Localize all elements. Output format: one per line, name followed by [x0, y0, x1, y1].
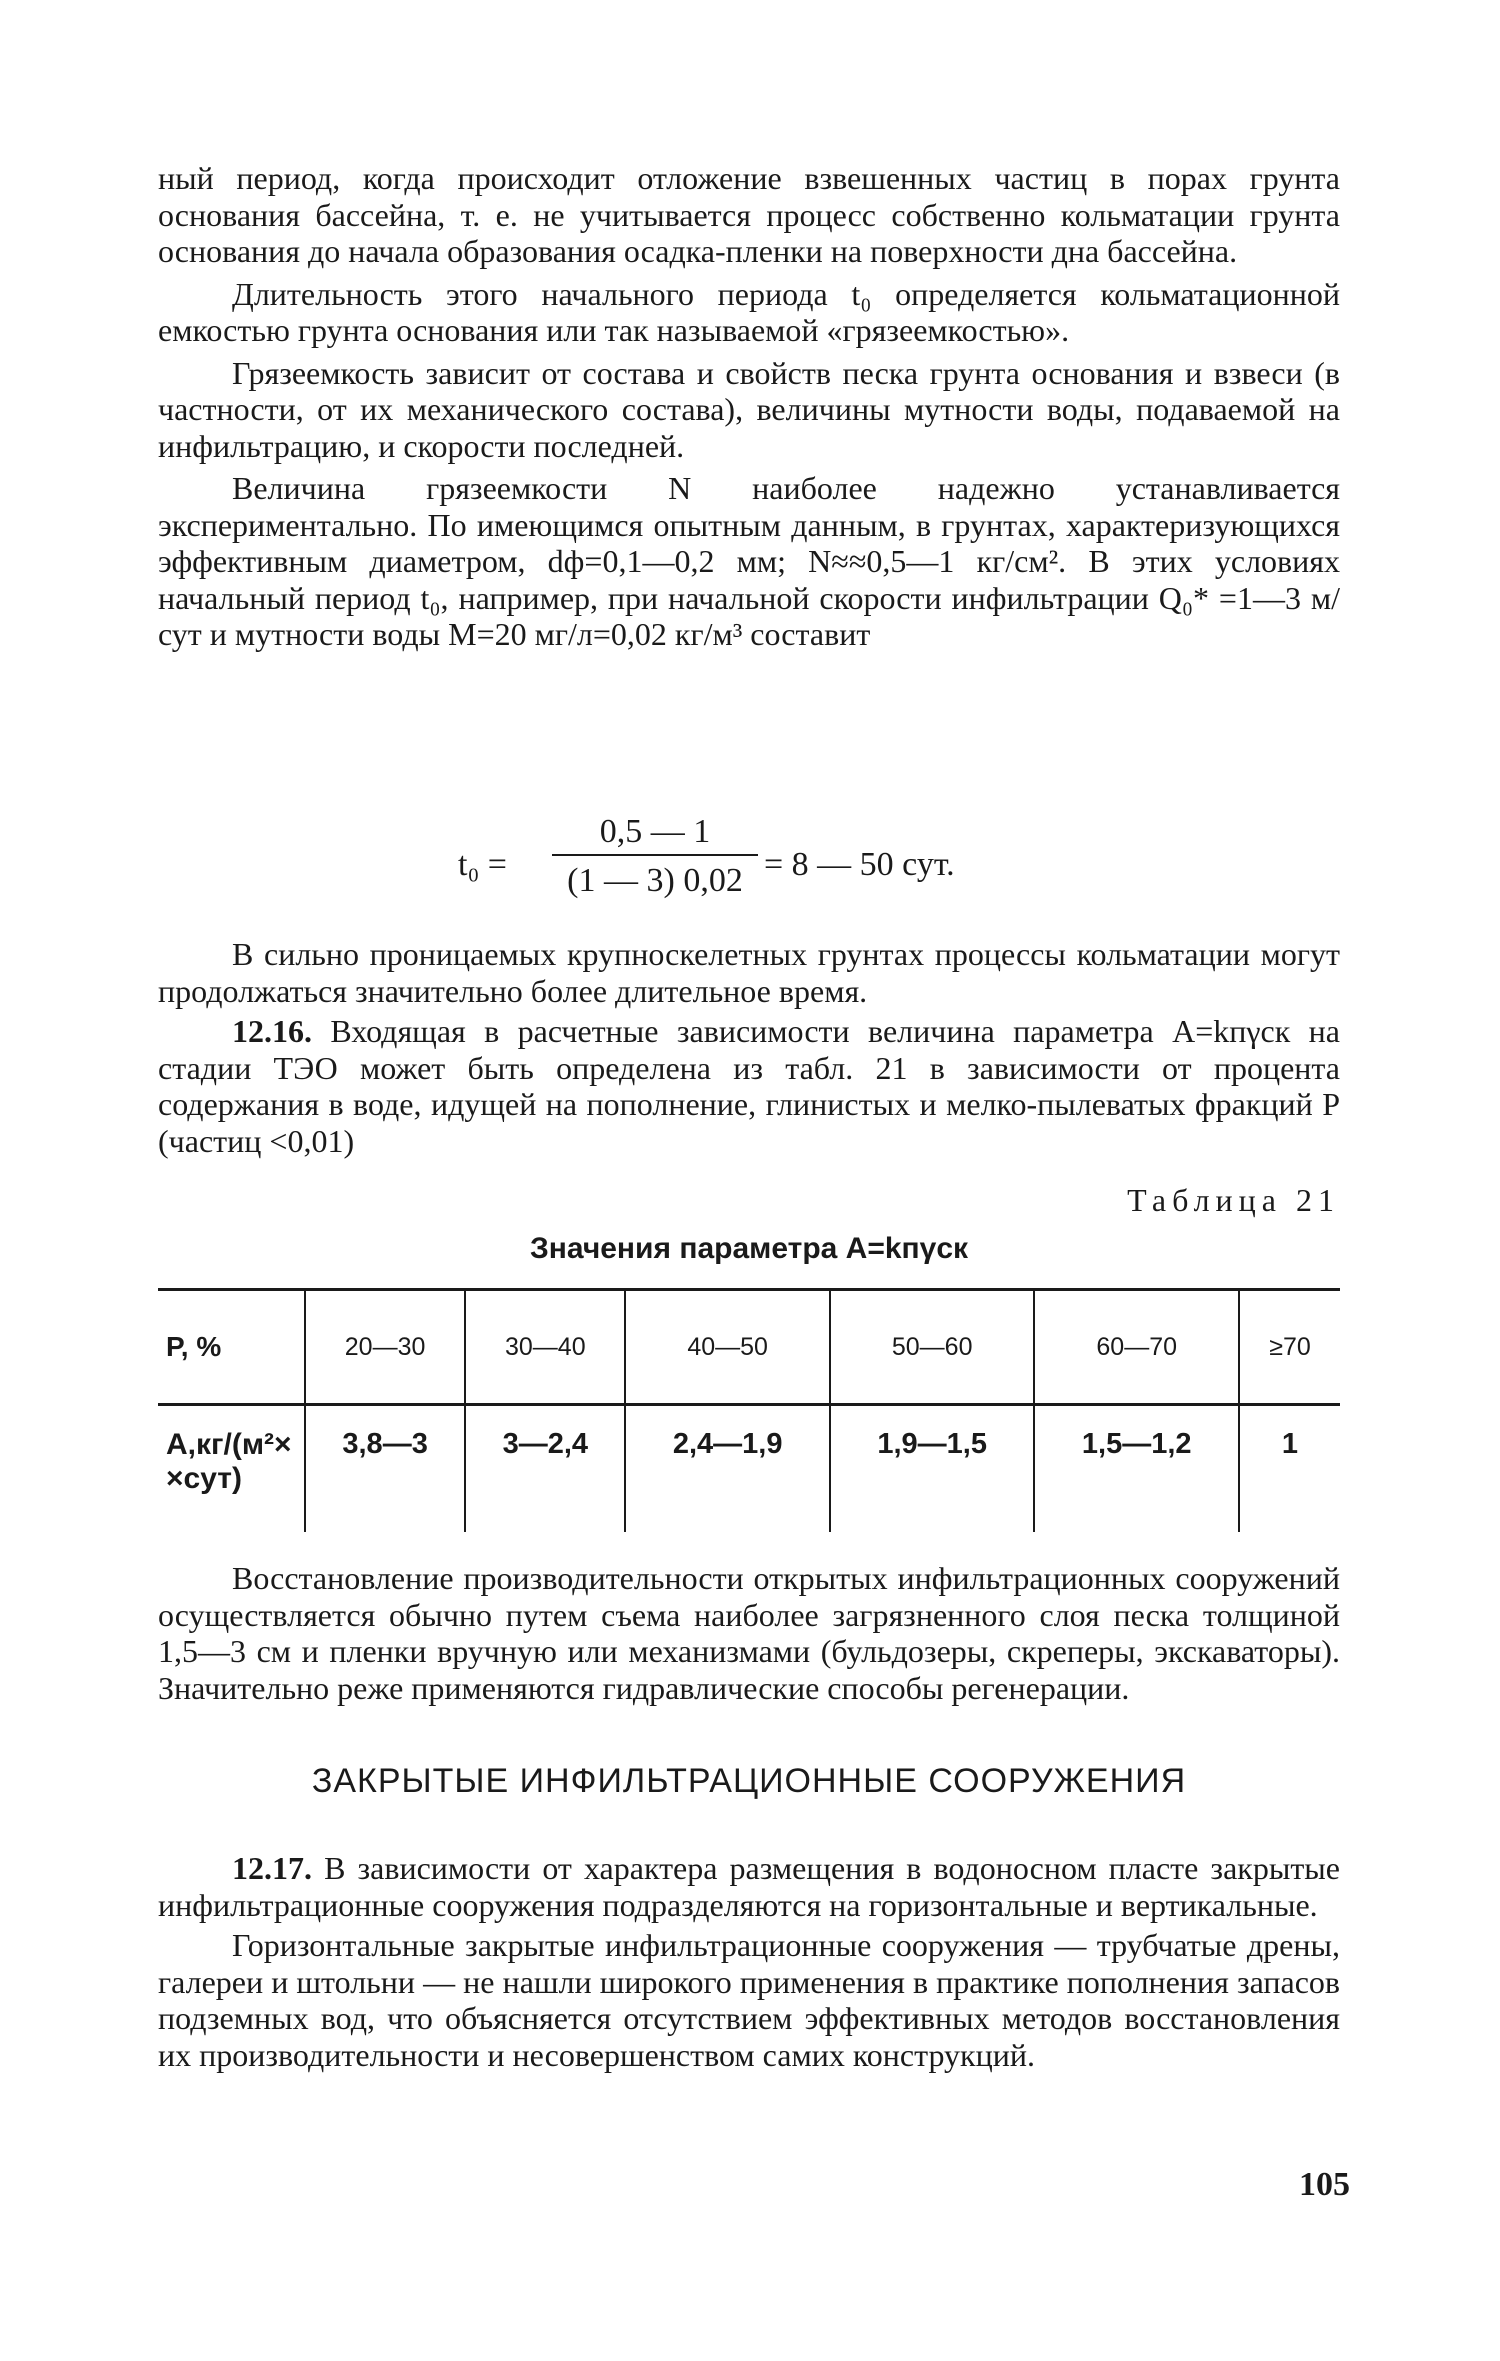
- section-number-12-16: 12.16.: [232, 1013, 312, 1049]
- paragraph-12-16: [158, 1013, 1340, 1159]
- paragraph-experimental: Величина грязеемкости N наиболее надежно устанавливается экспериментально. По имеющимся опытным данным, в грунтах, характеризующихся эффективным диаметром, dф=0,1—0,2 мм; N≈≈0,5—1 кг/см². В этих условиях начальный период t₀, например, при начальной скорости инфильтрации Q₀* =1—3 м/сут и мутности воды М=20 мг/л=0,02 кг/м³ составит: [158, 470, 1340, 652]
- table-number: Таблица 21: [1127, 1182, 1340, 1218]
- table-cell: 3,8—3: [305, 1405, 465, 1533]
- paragraph-permeable-soils: В сильно проницаемых крупноскелетных грунтах процессы кольматации могут продолжаться значительно более длительное время.: [158, 936, 1340, 1009]
- table-header-cell: Р, %: [158, 1290, 305, 1405]
- formula-fraction: [552, 810, 758, 902]
- table-header-cell: 50—60: [830, 1290, 1035, 1405]
- table-header-cell: 60—70: [1034, 1290, 1239, 1405]
- table-cell: 1,5—1,2: [1034, 1405, 1239, 1533]
- paragraph-12-17-text: В зависимости от характера размещения в водоносном пласте закрытые инфильтрационные сооружения подразделяются на горизонтальные и вертикальные.: [158, 1850, 1341, 1923]
- page-number: 105: [1299, 2166, 1350, 2203]
- paragraph-restoration: Восстановление производительности открытых инфильтрационных сооружений осуществляется обычно путем съема наиболее загрязненного слоя песка толщиной 1,5—3 см и пленки вручную или механизмами (бульдозеры, скреперы, экскаваторы). Значительно реже применяются гидравлические способы регенерации.: [158, 1560, 1340, 1706]
- formula-rhs: = 8 — 50 сут.: [764, 846, 955, 883]
- formula-lhs: t₀ =: [458, 846, 507, 883]
- paragraph-12-16-text: Входящая в расчетные зависимости величина параметра А=kпγск на стадии ТЭО может быть определена из табл. 21 в зависимости от процента содержания в воде, идущей на пополнение, глинистых и мелко-пылеватых фракций Р (частиц <0,01): [158, 1013, 1341, 1159]
- table-header-cell: 20—30: [305, 1290, 465, 1405]
- section-heading: ЗАКРЫТЫЕ ИНФИЛЬТРАЦИОННЫЕ СООРУЖЕНИЯ: [311, 1762, 1187, 1800]
- table-row: [158, 1405, 1340, 1533]
- paragraph-12-17: [158, 1850, 1340, 1923]
- table-header-row: [158, 1290, 1340, 1405]
- paragraph-horizontal: Горизонтальные закрытые инфильтрационные сооружения — трубчатые дрены, галереи и штольни — не нашли широкого применения в практике пополнения запасов подземных вод, что объясняется отсутствием эффективных методов восстановления их производительности и несовершенством самих конструкций.: [158, 1927, 1340, 2073]
- table-title: Значения параметра А=kпγск: [529, 1232, 969, 1265]
- text-block-bottom: [158, 1850, 1340, 2073]
- table-header-cell: ≥70: [1239, 1290, 1340, 1405]
- table-header-cell: 30—40: [465, 1290, 625, 1405]
- formula-numerator: 0,5 — 1: [599, 813, 711, 850]
- table-cell: 3—2,4: [465, 1405, 625, 1533]
- paragraph-duration: Длительность этого начального периода t₀ определяется кольматационной емкостью грунта основания или так называемой «грязеемкостью».: [158, 275, 1340, 348]
- table-cell: 2,4—1,9: [625, 1405, 830, 1533]
- text-block-top: [158, 160, 1340, 653]
- text-block-middle: [158, 936, 1340, 1159]
- table-cell: 1,9—1,5: [830, 1405, 1035, 1533]
- paragraph-continuation: ный период, когда происходит отложение взвешенных частиц в порах грунта основания бассейна, т. е. не учитывается процесс собственно кольматации грунта основания до начала образования осадка-пленки на поверхности дна бассейна.: [158, 160, 1340, 269]
- paragraph-dirt-capacity: Грязеемкость зависит от состава и свойств песка грунта основания и взвеси (в частности, от их механического состава), величины мутности воды, подаваемой на инфильтрацию, и скорости последней.: [158, 354, 1340, 464]
- formula-denominator: (1 — 3) 0,02: [567, 862, 743, 899]
- table-row-label: А,кг/(м²× ×сут): [166, 1428, 292, 1495]
- table-header-cell: 40—50: [625, 1290, 830, 1405]
- table-cell: 1: [1239, 1405, 1340, 1533]
- section-number-12-17: 12.17.: [232, 1850, 312, 1886]
- text-block-restoration: [158, 1560, 1340, 1706]
- parameter-table: [158, 1288, 1340, 1532]
- formula-t0: [458, 810, 1078, 910]
